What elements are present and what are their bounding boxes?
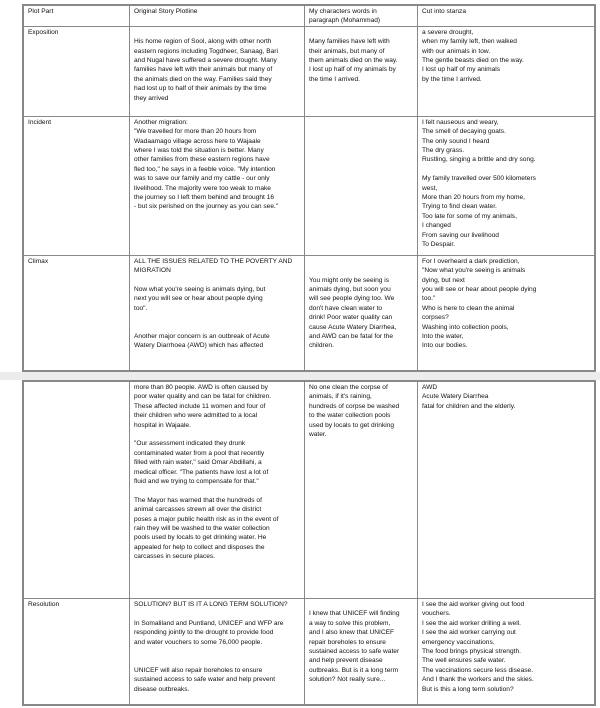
text-line — [309, 266, 413, 275]
text-line: the journey so I left them behind and brought 16 — [134, 194, 275, 202]
text-line: dying, but next — [422, 276, 465, 284]
text-line: had lost up to half of their animals by the time — [134, 85, 267, 93]
text-line: sustained access to safe water — [309, 648, 400, 656]
text-line: hospital in Wajaale. — [134, 421, 191, 429]
plot-part-cell — [24, 382, 130, 599]
table-header-row — [24, 6, 595, 27]
text-line — [134, 313, 300, 322]
text-line: Acute Watery Diarrhea — [422, 393, 489, 401]
text-line: No one clean the corpse of — [309, 384, 388, 391]
plot-part-cell: Resolution — [24, 599, 130, 705]
text-line: pools used by locals to get drinking water. He — [134, 534, 267, 542]
stanza-cell — [418, 382, 595, 599]
text-line: Into our bodies. — [422, 342, 468, 350]
text-line: rain they will be washed to the water collection — [134, 525, 270, 533]
text-line: too". — [134, 304, 148, 312]
text-line: used by locals to get drinking — [309, 421, 395, 429]
text-line: with our animals in tow. — [422, 47, 491, 55]
text-line: emergency vaccinations. — [422, 638, 495, 646]
text-line: From saving our livelihood — [422, 231, 499, 239]
text-line: fluid and we trying to compensate for that." — [134, 478, 259, 486]
text-line: children. — [309, 342, 334, 350]
text-line: Washing into collection pools, — [422, 323, 509, 331]
text-line: The smell of decaying goats. — [422, 128, 506, 136]
plot-table-page-1 — [23, 5, 595, 371]
stanza-cell — [418, 255, 595, 370]
stanza-cell — [418, 26, 595, 116]
text-line: My family travelled over 500 kilometers — [422, 175, 536, 183]
character-words-cell — [305, 599, 418, 705]
text-line — [309, 257, 413, 266]
character-words-cell — [305, 116, 418, 255]
original-plotline-cell — [130, 599, 305, 705]
text-line: I lost up half of my animals by — [309, 66, 396, 74]
text-line: their animals, but many of — [309, 47, 385, 55]
text-line: You might only be seeing is — [309, 276, 390, 284]
text-line: Watery Diarrhoea (AWD) which has affected — [134, 342, 264, 350]
text-line: Rustling, singing a brittle and dry song. — [422, 156, 536, 164]
text-line: I changed — [422, 222, 451, 230]
text-line: The dry grass. — [422, 147, 465, 155]
text-line: Into the water, — [422, 333, 464, 341]
text-line: Another major concern is an outbreak of Acute — [134, 333, 270, 341]
text-line: filled with rain water," said Omar Abdillahi, a — [134, 459, 262, 467]
text-line: sustained access to safe water and help prevent — [134, 676, 276, 684]
text-line: The Mayor has warned that the hundreds of — [134, 496, 262, 504]
text-line: Another migration: — [134, 118, 188, 126]
text-line: you will see or hear about people dying — [422, 286, 537, 294]
text-line — [134, 276, 300, 285]
text-line: But is this a long term solution? — [422, 685, 514, 693]
text-line: west, — [422, 184, 438, 192]
text-line: to the water collection pools — [309, 412, 391, 420]
text-line: I see the aid worker giving out food — [422, 601, 525, 608]
text-line: more than 80 people. AWD is often caused by — [134, 384, 268, 391]
text-line: contaminated water from a pool that recently — [134, 449, 265, 457]
table-row-incident — [24, 116, 595, 255]
text-line: Who is here to clean the animal — [422, 304, 515, 312]
text-line: eastern regions including Togdheer, Sanaag, Bari — [134, 47, 278, 55]
text-line: when my family left, then walked — [422, 38, 517, 46]
header-original-story: Original Story Plotline — [130, 6, 305, 27]
text-line — [309, 28, 413, 37]
text-line: Now what you're seeing is animals dying, but — [134, 286, 266, 294]
header-character-words-line: paragraph (Mohammad) — [309, 17, 381, 25]
text-line: livelihood. The majority were too weak to make — [134, 184, 271, 192]
text-line: was to save our family and my cattle - our only — [134, 175, 270, 183]
text-line: "We travelled for more than 20 hours from — [134, 128, 257, 136]
text-line: and AWD can be fatal for the — [309, 333, 394, 341]
text-line: appealed for help to collect and disposes the — [134, 543, 265, 551]
text-line: drink! Poor water quality can — [309, 314, 393, 322]
text-line: The food brings physical strength. — [422, 648, 521, 656]
plot-part-cell: Exposition — [24, 26, 130, 116]
text-line: other families from these eastern regions have — [134, 156, 270, 164]
text-line: cause Acute Watery Diarrhea, — [309, 323, 397, 331]
page-gap — [0, 372, 600, 380]
text-line — [134, 430, 300, 439]
text-line: animals, if it's raining, — [309, 393, 372, 401]
header-character-words — [305, 6, 418, 27]
text-line: I see the aid worker drilling a well. — [422, 619, 521, 627]
text-line — [134, 609, 300, 618]
text-line: don't have clean water to — [309, 304, 383, 312]
text-line: repair boreholes to ensure — [309, 638, 386, 646]
table-row-exposition — [24, 26, 595, 116]
text-line: their children who were admitted to a local — [134, 412, 258, 420]
header-plot-part: Plot Part — [24, 6, 130, 27]
table-row-resolution — [24, 599, 595, 705]
text-line: will see people dying too. We — [309, 295, 395, 303]
text-line: To Despair. — [422, 241, 455, 249]
stanza-cell — [418, 599, 595, 705]
plot-part-cell: Incident — [24, 116, 130, 255]
character-words-cell — [305, 382, 418, 599]
text-line: the animals died on the way. Families said they — [134, 75, 272, 83]
original-plotline-cell — [130, 116, 305, 255]
text-line: outbreaks. But is it a long term — [309, 666, 399, 674]
text-line: fatal for children and the elderly. — [422, 402, 516, 410]
text-line: AWD — [422, 384, 438, 391]
plot-table-page-2 — [23, 381, 595, 705]
table-row-climax-continued — [24, 382, 595, 599]
text-line: too." — [422, 295, 436, 303]
document-page-1 — [22, 4, 596, 372]
plot-part-cell: Climax — [24, 255, 130, 370]
text-line: "Now what you're seeing is animals — [422, 267, 526, 275]
text-line: Many families have left with — [309, 38, 390, 46]
text-line: them animals died on the way. — [309, 57, 398, 65]
text-line: poor water quality and can be fatal for children. — [134, 393, 272, 401]
text-line: And I thank the workers and the skies. — [422, 676, 534, 684]
text-line: a way to solve this problem, — [309, 619, 391, 627]
text-line: The vaccinations secure less disease. — [422, 666, 534, 674]
text-line: Too late for some of my animals, — [422, 212, 517, 220]
text-line: Trying to find clean water. — [422, 203, 497, 211]
text-line: a severe drought, — [422, 28, 474, 36]
text-line: they arrived — [134, 94, 169, 102]
text-line: The well ensures safe water. — [422, 657, 506, 665]
text-line: next you will see or hear about people dying — [134, 295, 263, 303]
text-line — [134, 656, 300, 665]
text-line: fled too," he says in a feeble voice. "My intention — [134, 165, 276, 173]
text-line: hundreds of corpse be washed — [309, 402, 400, 410]
text-line: In Somaliland and Puntland, UNICEF and WFP are — [134, 619, 284, 627]
text-line: For I overheard a dark prediction, — [422, 257, 520, 265]
text-line: The gentle beasts died on the way. — [422, 57, 524, 65]
text-line: His home region of Sool, along with other north — [134, 38, 272, 46]
text-line: water. — [309, 431, 327, 439]
original-plotline-cell — [130, 26, 305, 116]
text-line: These affected include 11 women and four of — [134, 402, 266, 410]
text-line: and Nugal have suffered a severe drought. Many — [134, 57, 277, 65]
text-line: I see the aid worker carrying out — [422, 629, 516, 637]
text-line: poses a major public health risk as in the event of — [134, 515, 279, 523]
text-line — [134, 323, 300, 332]
text-line: disease outbreaks. — [134, 685, 190, 693]
text-line: The only sound I heard — [422, 137, 490, 145]
text-line: by the time I arrived. — [422, 75, 482, 83]
text-line — [134, 647, 300, 656]
text-line: and help prevent disease — [309, 657, 383, 665]
original-plotline-cell — [130, 382, 305, 599]
text-line: carcasses in secure places. — [134, 553, 215, 561]
text-line: MIGRATION — [134, 267, 171, 275]
text-line: vouchers. — [422, 610, 451, 618]
text-line: "Our assessment indicated they drunk — [134, 440, 246, 448]
original-plotline-cell — [130, 255, 305, 370]
text-line: UNICEF will also repair boreholes to ensure — [134, 666, 263, 674]
text-line: animal carcasses strewn all over the district — [134, 506, 262, 514]
text-line — [422, 165, 590, 174]
text-line: responding jointly to the drought to provide food — [134, 629, 274, 637]
stanza-cell — [418, 116, 595, 255]
text-line: I felt nauseous and weary, — [422, 118, 499, 126]
text-line: ALL THE ISSUES RELATED TO THE POVERTY AND — [134, 257, 293, 265]
text-line: where I was told the situation is better. Many — [134, 147, 264, 155]
text-line: solution? Not really sure... — [309, 676, 386, 684]
text-line: More than 20 hours from my home, — [422, 194, 525, 202]
text-line: and water vouchers to some 76,000 people. — [134, 638, 263, 646]
document-page-2 — [22, 380, 596, 706]
text-line: SOLUTION? BUT IS IT A LONG TERM SOLUTION? — [134, 601, 288, 608]
header-character-words-line: My characters words in — [309, 8, 377, 15]
text-line: I knew that UNICEF will finding — [309, 610, 400, 618]
character-words-cell — [305, 26, 418, 116]
text-line: I lost up half of my animals — [422, 66, 501, 74]
table-row-climax — [24, 255, 595, 370]
text-line: animals dying, but soon you — [309, 286, 391, 293]
text-line: families have left with their animals but many of — [134, 66, 273, 74]
text-line: corpses? — [422, 314, 449, 322]
text-line — [134, 486, 300, 495]
text-line — [134, 28, 300, 37]
text-line: Wadaamago village across here to Wajaale — [134, 137, 261, 145]
text-line — [309, 600, 413, 609]
text-line: and I also knew that UNICEF — [309, 629, 395, 637]
text-line: medical officer. "The patients have lost a lot of — [134, 468, 269, 476]
character-words-cell — [305, 255, 418, 370]
text-line: - but six perished on the journey as you can see." — [134, 203, 279, 211]
header-cut-into-stanza: Cut into stanza — [418, 6, 595, 27]
text-line: the time I arrived. — [309, 75, 360, 83]
